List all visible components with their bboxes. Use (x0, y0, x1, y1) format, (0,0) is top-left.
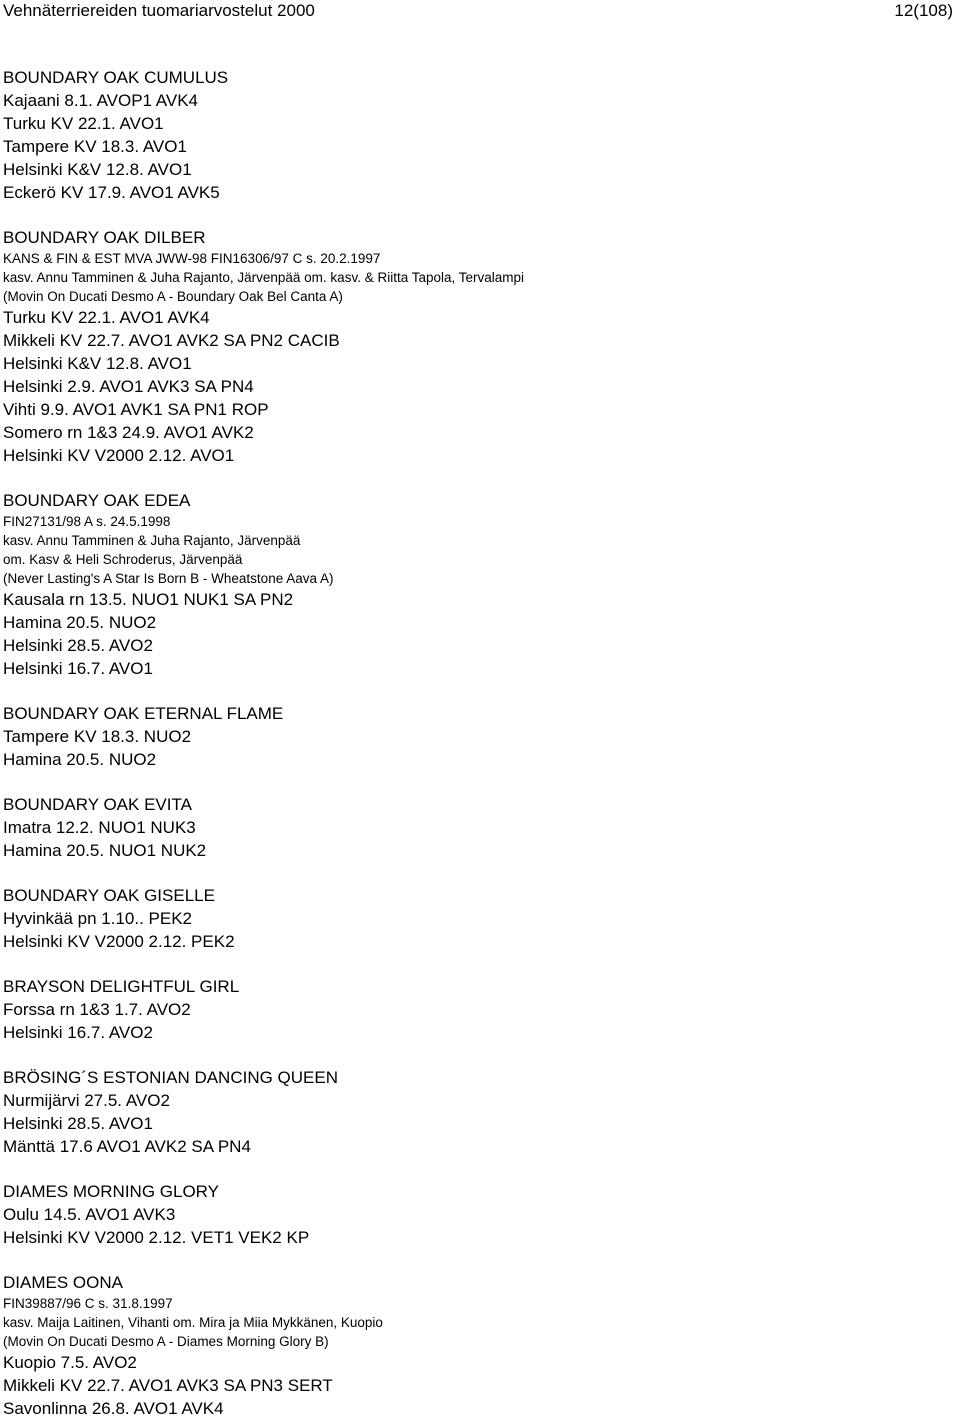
dog-name: BRAYSON DELIGHTFUL GIRL (3, 977, 240, 996)
dog-entry (3, 1271, 953, 1420)
dog-entry (3, 1066, 953, 1158)
show-result: Helsinki K&V 12.8. AVO1 (3, 354, 192, 373)
show-result: Somero rn 1&3 24.9. AVO1 AVK2 (3, 423, 254, 442)
dog-entry (3, 884, 953, 953)
show-result: Savonlinna 26.8. AVO1 AVK4 (3, 1399, 224, 1418)
results-list (3, 66, 953, 1420)
show-result: Helsinki 16.7. AVO1 (3, 659, 153, 678)
dog-name: BRÖSING´S ESTONIAN DANCING QUEEN (3, 1068, 339, 1087)
show-result: Mänttä 17.6 AVO1 AVK2 SA PN4 (3, 1137, 251, 1156)
dog-entry (3, 66, 953, 204)
dog-details: FIN39887/96 C s. 31.8.1997 (3, 1296, 173, 1311)
dog-entry (3, 1180, 953, 1249)
dog-entry (3, 793, 953, 862)
show-result: Helsinki 2.9. AVO1 AVK3 SA PN4 (3, 377, 254, 396)
show-result: Forssa rn 1&3 1.7. AVO2 (3, 1000, 191, 1019)
show-result: Kajaani 8.1. AVOP1 AVK4 (3, 91, 199, 110)
dog-entry (3, 975, 953, 1044)
show-result: Hyvinkää pn 1.10.. PEK2 (3, 909, 193, 928)
show-result: Nurmijärvi 27.5. AVO2 (3, 1091, 170, 1110)
dog-details: KANS & FIN & EST MVA JWW-98 FIN16306/97 C s. 20.2.1997 (3, 251, 381, 266)
show-result: Oulu 14.5. AVO1 AVK3 (3, 1205, 176, 1224)
show-result: Helsinki 28.5. AVO1 (3, 1114, 153, 1133)
dog-details: kasv. Annu Tamminen & Juha Rajanto, Järvenpää (3, 533, 301, 548)
show-result: Hamina 20.5. NUO1 NUK2 (3, 841, 207, 860)
show-result: Imatra 12.2. NUO1 NUK3 (3, 818, 196, 837)
dog-details: (Movin On Ducati Desmo A - Diames Morning Glory B) (3, 1334, 329, 1349)
dog-name: BOUNDARY OAK EVITA (3, 795, 192, 814)
dog-name: DIAMES OONA (3, 1273, 123, 1292)
show-result: Helsinki KV V2000 2.12. AVO1 (3, 446, 235, 465)
dog-entry (3, 489, 953, 680)
show-result: Kuopio 7.5. AVO2 (3, 1353, 137, 1372)
dog-details: kasv. Maija Laitinen, Vihanti om. Mira ja Miia Mykkänen, Kuopio (3, 1315, 383, 1330)
show-result: Turku KV 22.1. AVO1 (3, 114, 164, 133)
dog-name: BOUNDARY OAK GISELLE (3, 886, 215, 905)
dog-details: om. Kasv & Heli Schroderus, Järvenpää (3, 552, 243, 567)
show-result: Mikkeli KV 22.7. AVO1 AVK2 SA PN2 CACIB (3, 331, 340, 350)
show-result: Mikkeli KV 22.7. AVO1 AVK3 SA PN3 SERT (3, 1376, 333, 1395)
show-result: Helsinki KV V2000 2.12. VET1 VEK2 KP (3, 1228, 310, 1247)
dog-details: kasv. Annu Tamminen & Juha Rajanto, Järvenpää om. kasv. & Riitta Tapola, Tervalampi (3, 270, 525, 285)
show-result: Tampere KV 18.3. NUO2 (3, 727, 192, 746)
dog-name: BOUNDARY OAK DILBER (3, 228, 206, 247)
show-result: Hamina 20.5. NUO2 (3, 750, 157, 769)
dog-name: BOUNDARY OAK ETERNAL FLAME (3, 704, 284, 723)
show-result: Eckerö KV 17.9. AVO1 AVK5 (3, 183, 220, 202)
dog-entry (3, 702, 953, 771)
dog-details: (Movin On Ducati Desmo A - Boundary Oak Bel Canta A) (3, 289, 343, 304)
dog-details: FIN27131/98 A s. 24.5.1998 (3, 514, 171, 529)
dog-name: BOUNDARY OAK EDEA (3, 491, 191, 510)
show-result: Turku KV 22.1. AVO1 AVK4 (3, 308, 210, 327)
dog-name: DIAMES MORNING GLORY (3, 1182, 219, 1201)
show-result: Helsinki 16.7. AVO2 (3, 1023, 153, 1042)
dog-name: BOUNDARY OAK CUMULUS (3, 68, 229, 87)
show-result: Tampere KV 18.3. AVO1 (3, 137, 187, 156)
show-result: Helsinki 28.5. AVO2 (3, 636, 153, 655)
show-result: Kausala rn 13.5. NUO1 NUK1 SA PN2 (3, 590, 294, 609)
show-result: Hamina 20.5. NUO2 (3, 613, 157, 632)
page-number: 12(108) (894, 1, 953, 20)
document-title: Vehnäterriereiden tuomariarvostelut 2000 (3, 1, 315, 20)
show-result: Helsinki K&V 12.8. AVO1 (3, 160, 192, 179)
show-result: Helsinki KV V2000 2.12. PEK2 (3, 932, 235, 951)
show-result: Vihti 9.9. AVO1 AVK1 SA PN1 ROP (3, 400, 269, 419)
page-header (3, 0, 953, 22)
dog-entry (3, 226, 953, 467)
dog-details: (Never Lasting's A Star Is Born B - Wheatstone Aava A) (3, 571, 334, 586)
